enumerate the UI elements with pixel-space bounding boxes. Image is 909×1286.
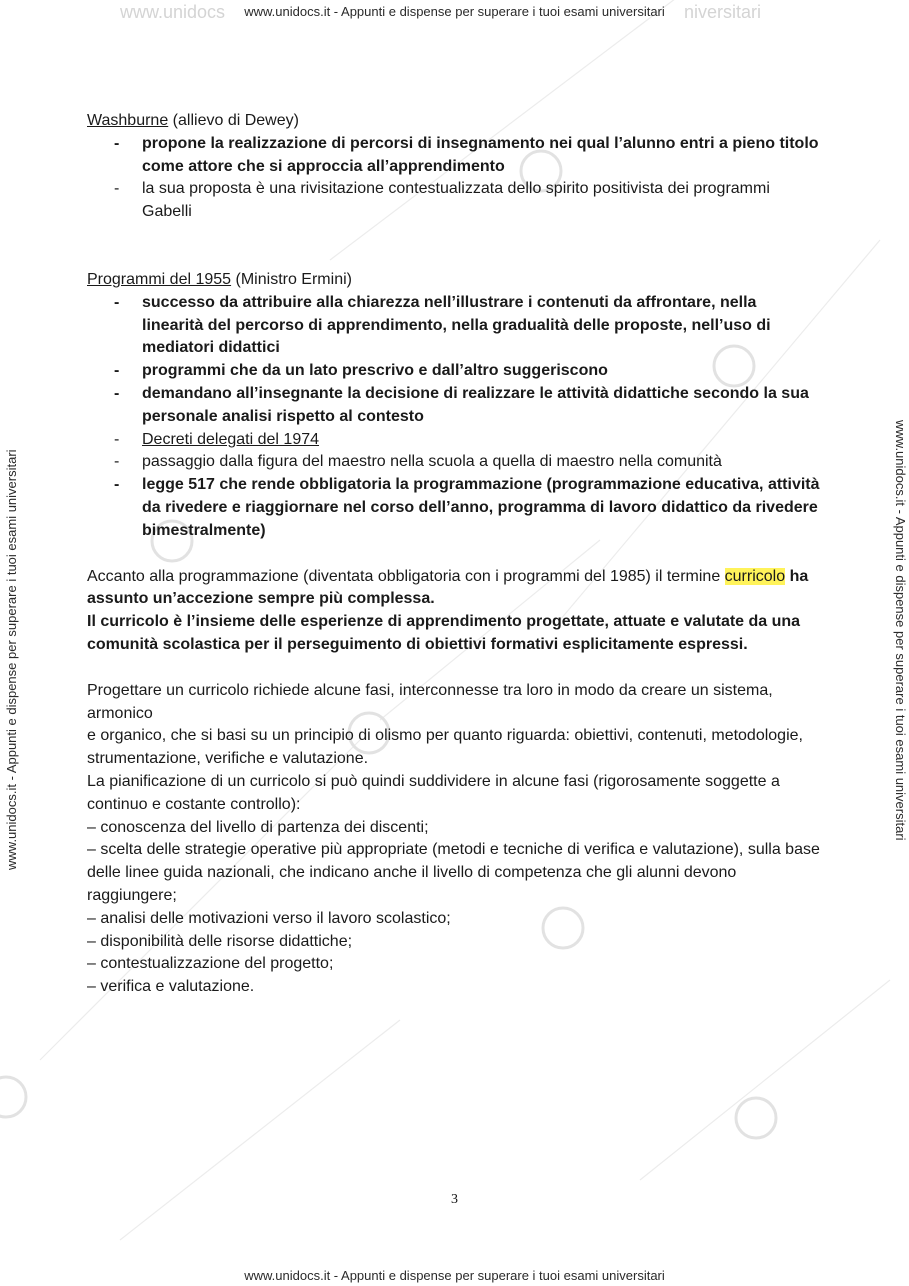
list-item: - legge 517 che rende obbligatoria la programmazione (programmazione educativa, attività da rivedere e riaggiornare nel corso dell’anno, programma di lavoro didattico da rivedere bimestralmente): [87, 474, 822, 542]
programmi-heading-title: Programmi del 1955: [87, 270, 232, 288]
curricolo-highlight: curricolo: [724, 567, 786, 585]
watermark-bottom: www.unidocs.it - Appunti e dispense per superare i tuoi esami universitari: [244, 1268, 665, 1283]
progettare-line: La pianificazione di un curricolo si può quindi suddividere in alcune fasi (rigorosamente soggette a continuo e costante controllo):: [87, 772, 780, 813]
programmi-list: [87, 292, 822, 543]
page-number: 3: [451, 1192, 458, 1207]
list-item: - demandano all’insegnante la decisione di realizzare le attività didattiche secondo la sua personale analisi rispetto al contesto: [87, 383, 822, 429]
list-item: - passaggio dalla figura del maestro nella scuola a quella di maestro nella comunità: [87, 451, 822, 474]
washburne-heading-note: (allievo di Dewey): [168, 112, 299, 129]
curricolo-text: Accanto alla programmazione (diventata obbligatoria con i programmi del 1985) il termine: [87, 567, 725, 585]
washburne-heading-title: Washburne: [87, 112, 169, 129]
watermark-left-frame: [4, 440, 24, 870]
decreti-link-text: Decreti delegati del 1974: [142, 430, 320, 448]
progettare-line: – contestualizzazione del progetto;: [87, 955, 334, 973]
progettare-line: – scelta delle strategie operative più appropriate (metodi e tecniche di verifica e valutazione), sulla base delle linee guida nazionali, che indicano anche il livello di competenza che gli alunni devono raggiungere;: [87, 841, 820, 904]
list-item: - successo da attribuire alla chiarezza nell’illustrare i contenuti da affrontare, nella linearità del percorso di apprendimento, nella gradualità delle proposte, nell’uso di mediatori didattici: [87, 292, 822, 360]
progettare-line: – analisi delle motivazioni verso il lavoro scolastico;: [87, 909, 451, 927]
programmi-heading-note: (Ministro Ermini): [231, 270, 352, 288]
programmi-heading: [87, 269, 822, 292]
watermark-ghost-left: www.unidocs: [120, 2, 226, 22]
curricolo-paragraph-1: [87, 566, 822, 612]
watermark-ghost-right: niversitari: [684, 2, 762, 22]
progettare-line: Progettare un curricolo richiede alcune fasi, interconnesse tra loro in modo da creare un sistema, armonico: [87, 681, 773, 722]
progettare-line: – verifica e valutazione.: [87, 978, 255, 996]
washburne-heading: [87, 110, 822, 133]
list-item: - propone la realizzazione di percorsi di insegnamento nei qual l’alunno entri a pieno titolo come attore che si approccia all’apprendimento: [87, 133, 822, 179]
progettare-line: e organico, che si basi su un principio di olismo per quanto riguarda: obiettivi, contenuti, metodologie, strumentazione, verifiche e valutazione.: [87, 727, 803, 768]
washburne-list: [87, 133, 822, 224]
document-body: [87, 110, 822, 999]
watermark-right: www.unidocs.it - Appunti e dispense per superare i tuoi esami universitari: [893, 420, 908, 841]
watermark-top: www.unidocs.it - Appunti e dispense per superare i tuoi esami universitari: [244, 4, 665, 19]
curricolo-text-bold: ha assunto un’accezione sempre più complessa.: [87, 567, 809, 608]
list-item: - programmi che da un lato prescrivo e dall’altro suggeriscono: [87, 360, 822, 383]
progettare-line: – conoscenza del livello di partenza dei discenti;: [87, 818, 429, 836]
progettare-block: [87, 680, 822, 999]
progettare-line: – disponibilità delle risorse didattiche;: [87, 932, 353, 950]
watermark-right-frame: [888, 420, 908, 860]
watermark-left: www.unidocs.it - Appunti e dispense per superare i tuoi esami universitari: [4, 449, 19, 870]
list-item: - la sua proposta è una rivisitazione contestualizzata dello spirito positivista dei programmi Gabelli: [87, 178, 822, 224]
list-item: [87, 429, 822, 452]
curricolo-paragraph-2: Il curricolo è l’insieme delle esperienze di apprendimento progettate, attuate e valutate da una comunità scolastica per il perseguimento di obiettivi formativi esplicitamente espressi.: [87, 613, 801, 653]
